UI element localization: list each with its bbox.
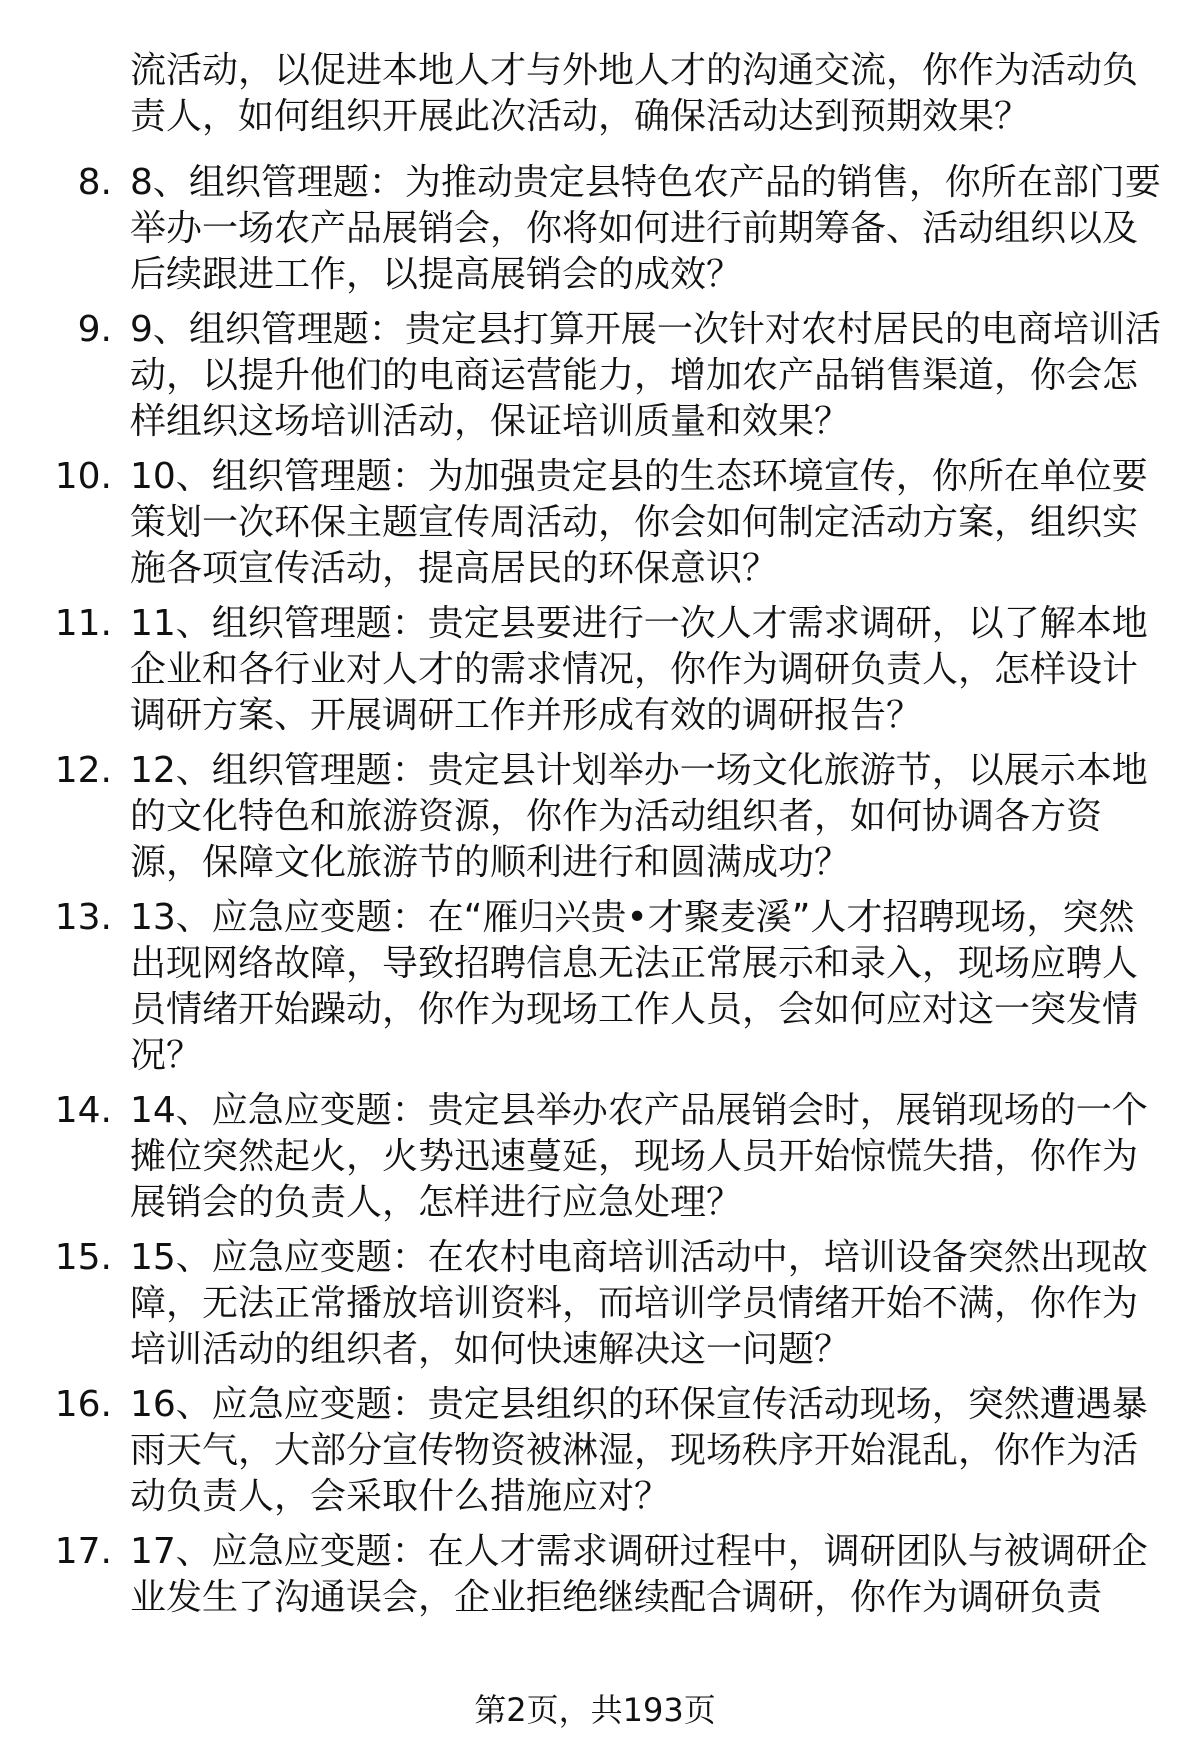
question-item [0, 454, 1190, 592]
question-number: 17. [54, 1531, 112, 1572]
question-item [0, 895, 1190, 1079]
question-text: 11、组织管理题：贵定县要进行一次人才需求调研，以了解本地企业和各行业对人才的需求情况，你作为调研负责人，怎样设计调研方案、开展调研工作并形成有效的调研报告？ [130, 603, 1148, 736]
question-number: 13. [54, 897, 112, 938]
question-item [0, 1382, 1190, 1520]
question-text: 17、应急应变题：在人才需求调研过程中，调研团队与被调研企业发生了沟通误会，企业拒绝继续配合调研，你作为调研负责 [130, 1531, 1148, 1618]
question-item [0, 307, 1190, 445]
question-item [0, 1235, 1190, 1373]
question-text: 12、组织管理题：贵定县计划举办一场文化旅游节，以展示本地的文化特色和旅游资源，你作为活动组织者，如何协调各方资源，保障文化旅游节的顺利进行和圆满成功？ [130, 750, 1148, 883]
question-item [0, 1529, 1190, 1621]
question-item [0, 160, 1190, 298]
question-text: 16、应急应变题：贵定县组织的环保宣传活动现场，突然遭遇暴雨天气，大部分宣传物资被淋湿，现场秩序开始混乱，你作为活动负责人，会采取什么措施应对？ [130, 1384, 1148, 1517]
question-item [0, 601, 1190, 739]
question-number: 10. [54, 456, 112, 497]
question-text: 9、组织管理题：贵定县打算开展一次针对农村居民的电商培训活动，以提升他们的电商运营能力，增加农产品销售渠道，你会怎样组织这场培训活动，保证培训质量和效果？ [130, 309, 1161, 442]
question-text: 13、应急应变题：在“雁归兴贵•才聚麦溪”人才招聘现场，突然出现网络故障，导致招聘信息无法正常展示和录入，现场应聘人员情绪开始躁动，你作为现场工作人员，会如何应对这一突发情况？ [130, 897, 1139, 1076]
question-number: 9. [77, 309, 112, 350]
question-list [0, 160, 1190, 1630]
continuation-paragraph: 流活动，以促进本地人才与外地人才的沟通交流，你作为活动负责人，如何组织开展此次活动，确保活动达到预期效果？ [130, 50, 1139, 137]
question-number: 11. [54, 603, 112, 644]
question-item [0, 1088, 1190, 1226]
question-number: 16. [54, 1384, 112, 1425]
question-number: 14. [54, 1090, 112, 1131]
page-number-footer: 第2页，共193页 [474, 1691, 716, 1729]
question-number: 15. [54, 1237, 112, 1278]
question-number: 12. [54, 750, 112, 791]
question-text: 14、应急应变题：贵定县举办农产品展销会时，展销现场的一个摊位突然起火，火势迅速蔓延，现场人员开始惊慌失措，你作为展销会的负责人，怎样进行应急处理？ [130, 1090, 1148, 1223]
question-text: 15、应急应变题：在农村电商培训活动中，培训设备突然出现故障，无法正常播放培训资料，而培训学员情绪开始不满，你作为培训活动的组织者，如何快速解决这一问题？ [130, 1237, 1148, 1370]
question-text: 8、组织管理题：为推动贵定县特色农产品的销售，你所在部门要举办一场农产品展销会，你将如何进行前期筹备、活动组织以及后续跟进工作，以提高展销会的成效？ [130, 162, 1161, 295]
question-item [0, 748, 1190, 886]
question-number: 8. [77, 162, 112, 203]
question-text: 10、组织管理题：为加强贵定县的生态环境宣传，你所在单位要策划一次环保主题宣传周活动，你会如何制定活动方案，组织实施各项宣传活动，提高居民的环保意识？ [130, 456, 1148, 589]
